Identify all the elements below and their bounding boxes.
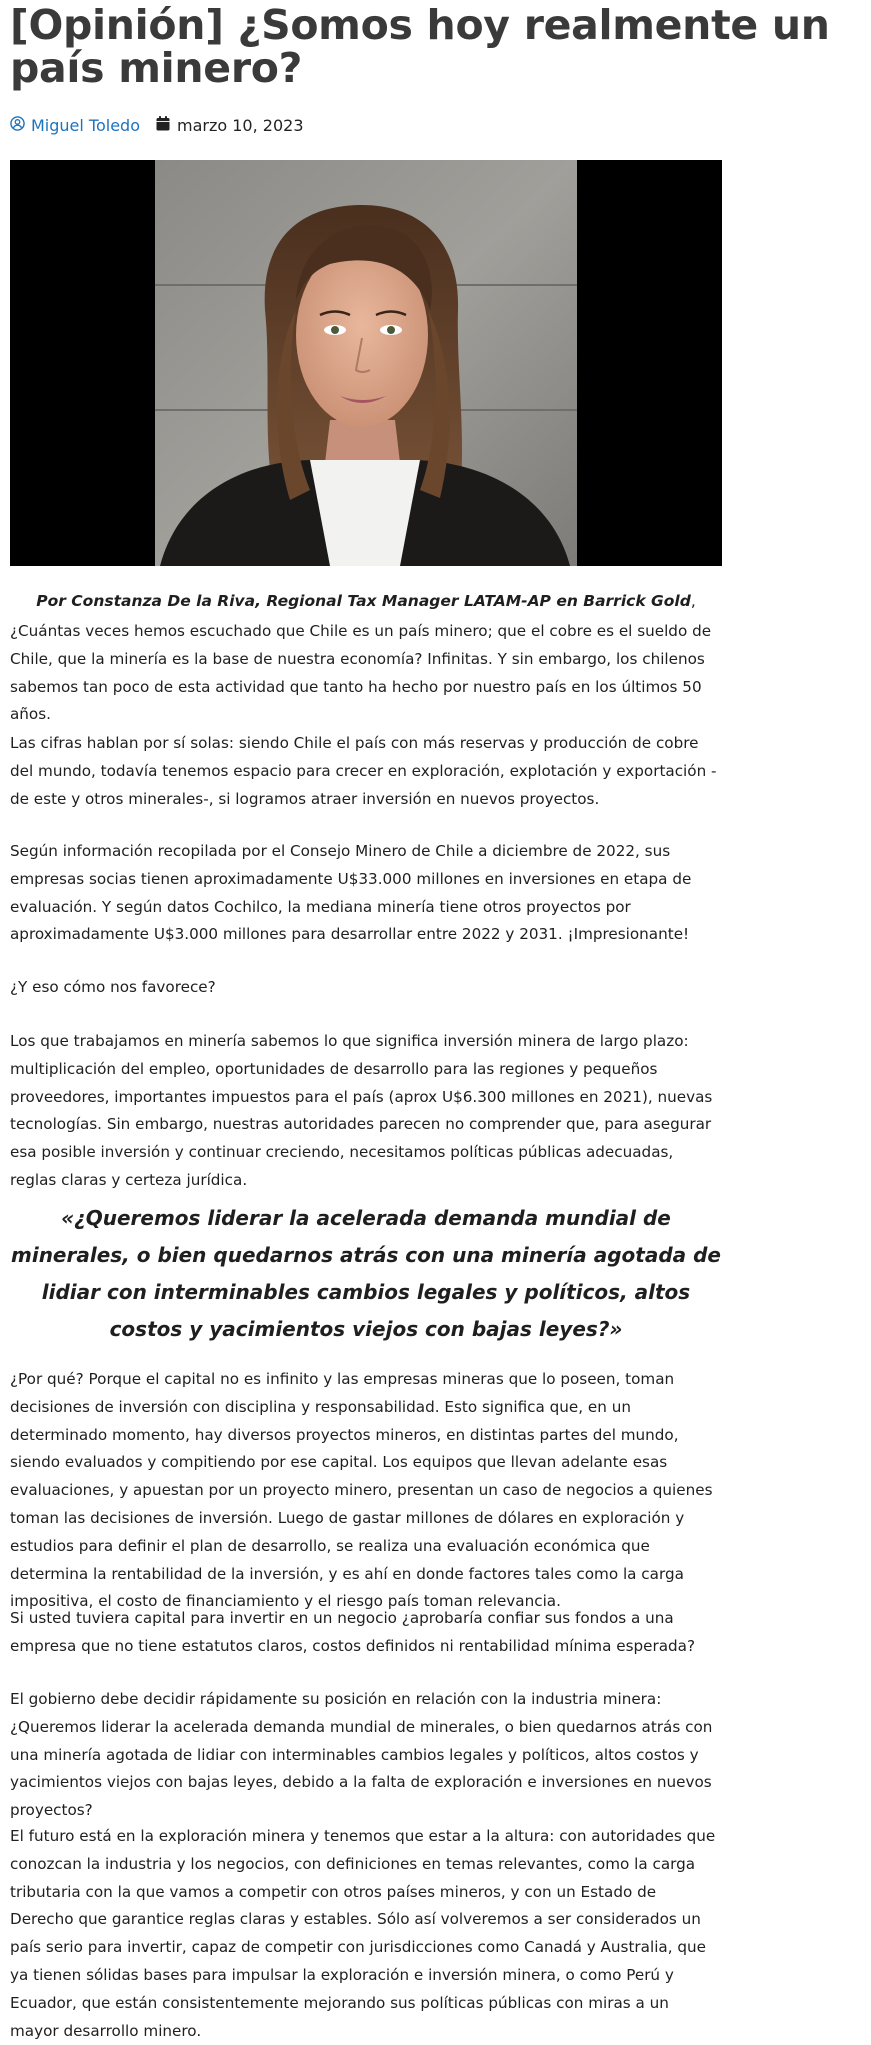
author-link[interactable]	[10, 116, 140, 135]
portrait-photo	[10, 160, 722, 566]
user-circle-icon	[10, 116, 25, 135]
paragraph-6: ¿Por qué? Porque el capital no es infinito y las empresas mineras que lo poseen, toman decisiones de inversión con disciplina y responsabilidad. Esto significa que, en un determinado momento, hay diversos proyectos mineros, en distintas partes del mundo, siendo evaluados y compitiendo por ese capital. Los equipos que llevan adelante esas evaluaciones, y apuestan por un proyecto minero, presentan un caso de negocios a quienes toman las decisiones de inversión. Luego de gastar millones de dólares en exploración y estudios para definir el plan de desarrollo, se realiza una evaluación económica que determina la rentabilidad de la inversión, y es ahí en donde factores tales como la carga impositiva, el costo de financiamiento y el riesgo país toman relevancia.	[10, 1370, 713, 1611]
author-name: Miguel Toledo	[31, 115, 140, 135]
paragraph-4: ¿Y eso cómo nos favorece?	[10, 978, 216, 996]
byline-tail: ,	[690, 592, 696, 610]
calendar-icon	[156, 116, 170, 135]
post-date-text: marzo 10, 2023	[177, 115, 304, 135]
paragraph-3: Según información recopilada por el Consejo Minero de Chile a diciembre de 2022, sus empresas socias tienen aproximadamente U$33.000 millones en inversiones en etapa de evaluación. Y según datos Cochilco, la mediana minería tiene otros proyectos por aproximadamente U$3.000 millones para desarrollar entre 2022 y 2031. ¡Impresionante!	[10, 842, 692, 944]
pull-quote: «¿Queremos liderar la acelerada demanda mundial de minerales, o bien quedarnos atrás con una minería agotada de lidiar con interminables cambios legales y políticos, altos costos y yacimientos viejos con bajas leyes?»	[11, 1206, 721, 1341]
paragraph-2: Las cifras hablan por sí solas: siendo Chile el país con más reservas y producción de cobre del mundo, todavía tenemos espacio para crecer en exploración, explotación y exportación -de este y otros minerales-, si logramos atraer inversión en nuevos proyectos.	[10, 734, 717, 808]
paragraph-8: El gobierno debe decidir rápidamente su posición en relación con la industria minera: ¿Queremos liderar la acelerada demanda mundial de minerales, o bien quedarnos atrás con una minería agotada de lidiar con interminables cambios legales y políticos, altos costos y yacimientos viejos con bajas leyes, debido a la falta de exploración e inversiones en nuevos proyectos?	[10, 1690, 713, 1820]
paragraph-5: Los que trabajamos en minería sabemos lo que significa inversión minera de largo plazo: multiplicación del empleo, oportunidades de desarrollo para las regiones y pequeños proveedores, importantes impuestos para el país (aprox U$6.300 millones en 2021), nuevas tecnologías. Sin embargo, nuestras autoridades parecen no comprender que, para asegurar esa posible inversión y continuar creciendo, necesitamos políticas públicas adecuadas, reglas claras y certeza jurídica.	[10, 1032, 713, 1189]
post-meta	[10, 113, 304, 137]
article-byline	[10, 590, 722, 612]
byline-text: Por Constanza De la Riva, Regional Tax Manager LATAM-AP en Barrick Gold	[36, 592, 691, 610]
paragraph-7: Si usted tuviera capital para invertir en un negocio ¿aprobaría confiar sus fondos a una empresa que no tiene estatutos claros, costos definidos ni rentabilidad mínima esperada?	[10, 1609, 696, 1655]
paragraph-1: ¿Cuántas veces hemos escuchado que Chile es un país minero; que el cobre es el sueldo de Chile, que la minería es la base de nuestra economía? Infinitas. Y sin embargo, los chilenos sabemos tan poco de esta actividad que tanto ha hecho por nuestro país en los últimos 50 años.	[10, 622, 712, 724]
featured-image	[10, 160, 722, 566]
post-date	[156, 116, 304, 135]
paragraph-9: El futuro está en la exploración minera y tenemos que estar a la altura: con autoridades que conozcan la industria y los negocios, con definiciones en temas relevantes, como la carga tributaria con la que vamos a competir con otros países mineros, y con un Estado de Derecho que garantice reglas claras y estables. Sólo así volveremos a ser considerados un país serio para invertir, capaz de competir con jurisdicciones como Canadá y Australia, que ya tienen sólidas bases para impulsar la exploración e inversión minera, o como Perú y Ecuador, que están consistentemente mejorando sus políticas públicas con miras a un mayor desarrollo minero.	[10, 1827, 716, 2040]
page-title: [Opinión] ¿Somos hoy realmente un país minero?	[10, 1, 830, 92]
